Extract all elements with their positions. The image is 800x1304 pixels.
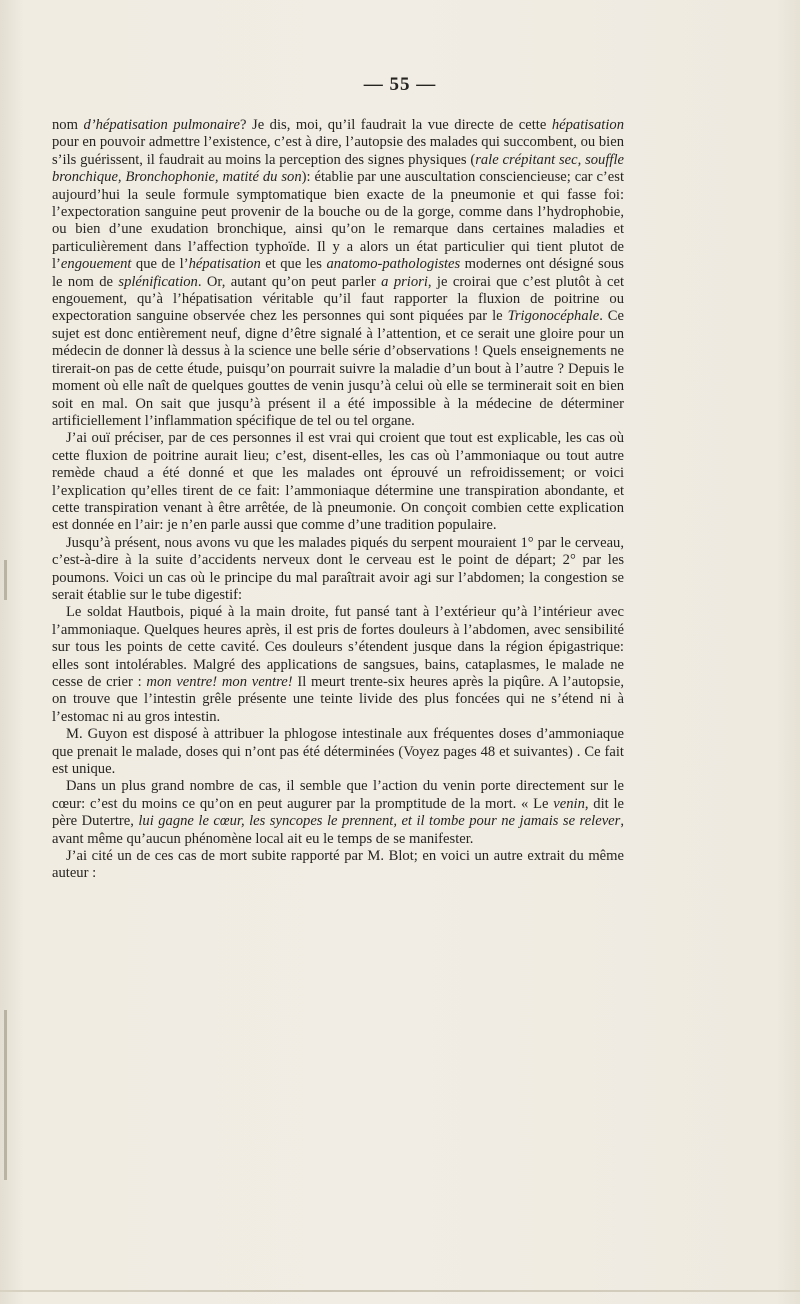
text-run: ? Je dis, moi, qu’il faudrait la vue directe de cette	[240, 117, 552, 133]
text-run: , dit le père Dutertre,	[52, 795, 624, 830]
text-run: Jusqu’à présent, nous avons vu que les malades piqués du serpent mouraient 1° par le cerveau, c’est-à-dire à la suite d’accidents nerveux dont le cerveau est le point de départ; 2° par les poumons. Voici un cas où le principe du mal paraîtrait avoir agi sur l’abdomen; la congestion se serait établie sur le tube digestif:	[52, 534, 624, 603]
text-run: et que les	[260, 256, 327, 273]
page-number: — 55 —	[363, 74, 437, 95]
margin-mark	[4, 1010, 7, 1180]
text-run: modernes ont désigné sous le nom de	[52, 256, 624, 290]
text-run: . Ce sujet est donc entièrement neuf, digne d’être signalé à l’attention, et ce serait une gloire pour un médecin de donner là dessus à la science une belle série d’observations ! Quels enseignements ne tirerait-on pas de cette étude, puisqu’on pourrait suivre la maladie d’un bout à l’autre ? Depuis le moment où elle naît de quelques gouttes de venin jusqu’à celui où elle se terminerait soit en bien soit en mal. On sait que jusqu’à présent il a été impossible à la médecine de déterminer artificiellement l’inflammation spécifique de tel ou tel organe.	[52, 308, 624, 429]
italic-text: splénification	[118, 273, 198, 290]
italic-text: hépatisation	[551, 117, 624, 133]
italic-text: lui gagne le cœur, les syncopes le prennent, et il tombe pour ne jamais se relever	[138, 813, 621, 830]
body-text	[52, 117, 624, 883]
text-run: pour en pouvoir admettre l’existence, c’est à dire, l’autopsie des malades qui succombent, ou bien s’ils guérissent, il faudrait au moins la perception des signes physiques (	[52, 134, 624, 168]
text-run: M. Guyon est disposé à attribuer la phlogose intestinale aux fréquentes doses d’ammoniaque que prenait le malade, doses qui n’ont pas été déterminées (Voyez pages 48 et suivantes) . Ce fait est unique.	[52, 726, 624, 778]
paragraph	[52, 430, 624, 534]
italic-text: engouement	[60, 256, 132, 273]
bottom-edge	[0, 1290, 800, 1292]
italic-text: rale crépitant sec, souffle bronchique, Bronchophonie, matité du son	[52, 151, 624, 186]
text-run: J’ai ouï préciser, par de ces personnes il est vrai qui croient que tout est explicable, les cas où cette fluxion de poitrine aurait lieu; c’est, disent-elles, les cas où l’ammoniaque ou tout autre remède chaud a été donné et que les malades ont éprouvé un refroidissement; or voici l’explication qu’elles tirent de ce fait: l’ammoniaque détermine une transpiration abondante, et cette transpiration venant à être arrêtée, de là pneumonie. On conçoit combien cette explication est donnée en l’air: je n’en parle aussi que comme d’une tradition populaire.	[52, 430, 624, 534]
paragraph	[52, 535, 624, 605]
text-run: Le soldat Hautbois, piqué à la main droite, fut pansé tant à l’extérieur qu’à l’intérieur avec l’ammoniaque. Quelques heures après, il est pris de fortes douleurs à l’abdomen, avec sensibilité sur tous les points de cette cavité. Ces douleurs s’étendent jusque dans la région épigastrique: elles sont intolérables. Malgré des applications de sangsues, bains, cataplasmes, le malade ne cesse de crier :	[52, 604, 624, 690]
italic-text: mon ventre! mon ventre!	[146, 674, 293, 690]
italic-text: a priori	[381, 273, 428, 290]
text-run: . Or, autant qu’on peut parler	[197, 273, 382, 290]
italic-text: d’hépatisation pulmonaire	[83, 117, 241, 133]
italic-text: venin	[553, 795, 585, 812]
italic-text: hépatisation	[188, 256, 261, 273]
text-run: Il meurt trente-six heures après la piqûre. A l’autopsie, on trouve que l’intestin grêle présente une teinte livide des plus foncées qui ne s’étend ni à l’estomac ni au gros intestin.	[52, 674, 624, 725]
text-run: , je croirai que c’est plutôt à cet engouement, qu’à l’hépatisation véritable qu’il faut rapporter la fluxion de poitrine ou expectoration sanguine observée chez les personnes qui sont piquées par le	[52, 273, 624, 325]
paragraph	[52, 726, 624, 778]
italic-text: anatomo-pathologistes	[326, 256, 461, 273]
text-run: nom	[52, 117, 84, 133]
text-run: ): établie par une auscultation consciencieuse; car c’est aujourd’hui la seule formule symptomatique bien exacte de la pneumonie et qui fasse foi: l’expectoration sanguine peut provenir de la bouche ou de la gorge, comme dans l’hydrophobie, ou bien d’une exudation bronchique, ainsi qu’on le remarque dans certaines maladies et particulièrement dans l’affection typhoïde. Il y a alors un état particulier qui tient plutot de l’	[52, 169, 624, 273]
paragraph	[52, 778, 624, 848]
italic-text: Trigonocéphale	[507, 308, 600, 325]
paragraph	[52, 117, 624, 430]
paragraph	[52, 848, 624, 883]
text-run: que de l’	[131, 256, 189, 273]
margin-mark	[4, 560, 7, 600]
text-run: Dans un plus grand nombre de cas, il semble que l’action du venin porte directement sur le cœur: c’est du moins ce qu’on en peut augurer par la promptitude de la mort. « Le	[52, 778, 624, 812]
paragraph	[52, 604, 624, 726]
text-run: , avant même qu’aucun phénomène local ait eu le temps de se manifester.	[52, 813, 624, 847]
text-run: J’ai cité un de ces cas de mort subite rapporté par M. Blot; en voici un autre extrait du même auteur :	[52, 848, 624, 882]
